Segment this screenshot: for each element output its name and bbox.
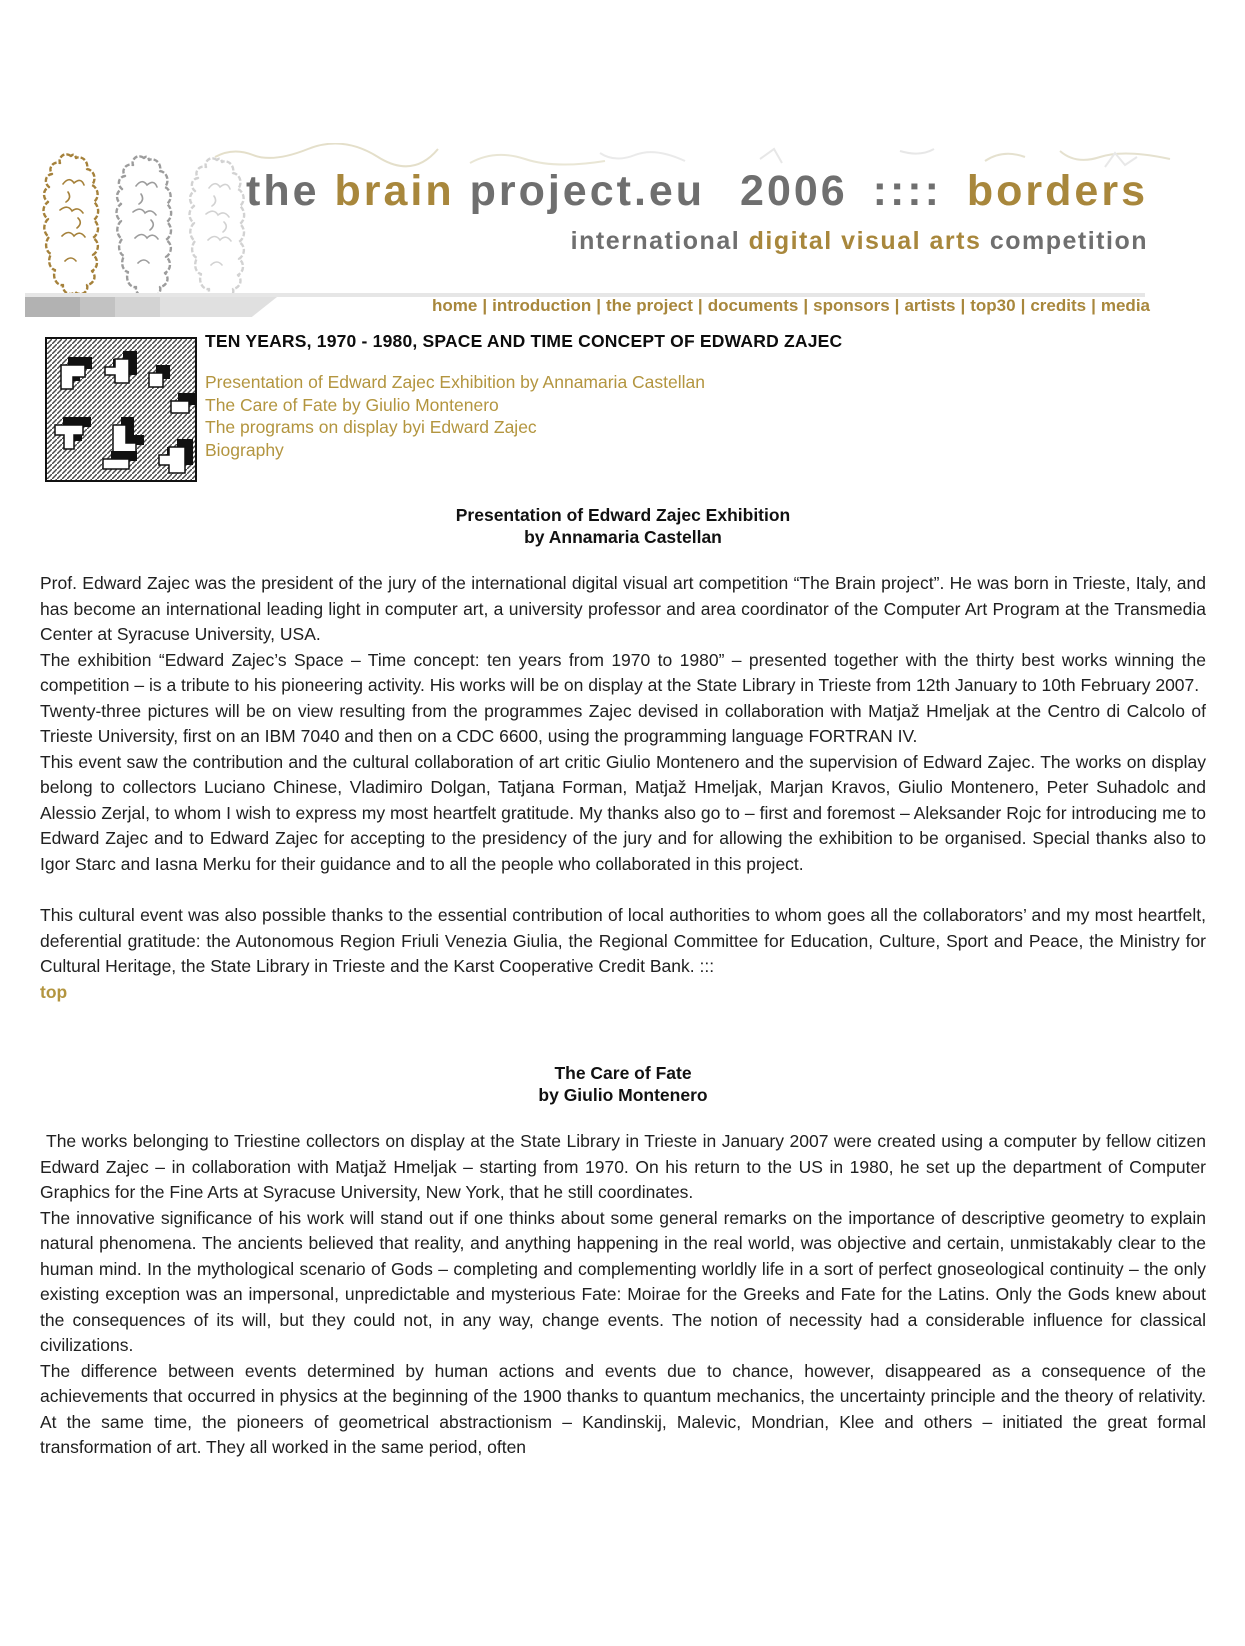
section-heading-line2: by Annamaria Castellan xyxy=(524,526,722,547)
main-nav xyxy=(432,296,1150,316)
toc-link-care-of-fate[interactable]: The Care of Fate by Giulio Montenero xyxy=(205,394,499,415)
nav-separator: | xyxy=(596,296,602,315)
nav-item-home[interactable]: home xyxy=(431,296,478,315)
toc-link-biography[interactable]: Biography xyxy=(205,439,284,460)
section-heading-line1: The Care of Fate xyxy=(554,1063,692,1083)
nav-separator: | xyxy=(482,296,488,315)
site-title-borders: borders xyxy=(966,167,1148,215)
nav-separator: | xyxy=(1091,296,1096,315)
nav-item-documents[interactable]: documents xyxy=(707,296,799,315)
nav-item-credits[interactable]: credits xyxy=(1030,296,1087,315)
site-brand xyxy=(246,168,1148,256)
site-title xyxy=(246,168,1148,215)
nav-separator: | xyxy=(803,296,809,315)
paragraph: This event saw the contribution and the cultural collaboration of art critic Giulio Montenero and the supervision of Edward Zajec. The works on display belong to collectors Luciano Chinese, Vladimiro Dolgan, Tatjana Forman, Matjaž Hmeljak, Marjan Kravos, Giulio Montenero, Peter Suhadolc and Alessio Zerjal, to whom I wish to express my most heartfelt gratitude. My thanks also go to – first and foremost – Aleksander Rojc for introducing me to Edward Zajec and to Edward Zajec for accepting to the presidency of the jury and for allowing the exhibition to be organised. Special thanks also to Igor Starc and Iasna Merku for their guidance and to all the people who collaborated in this project. xyxy=(40,751,1206,874)
brain-sketch-logo xyxy=(38,148,256,304)
site-title-project: project.eu xyxy=(469,167,706,215)
toc-link-presentation[interactable]: Presentation of Edward Zajec Exhibition by Annamaria Castellan xyxy=(205,372,705,392)
nav-separator: | xyxy=(960,296,966,315)
subtitle-digital-visual-arts: digital visual arts xyxy=(748,227,982,256)
site-title-year: 2006 xyxy=(740,167,848,215)
section-heading-line2: by Giulio Montenero xyxy=(538,1084,708,1105)
section-heading-line1: Presentation of Edward Zajec Exhibition xyxy=(455,505,791,525)
zajec-artwork-thumbnail[interactable] xyxy=(45,337,197,482)
maze-art-image xyxy=(47,339,195,480)
site-title-colons: :::: xyxy=(872,167,942,215)
nav-separator: | xyxy=(697,296,703,315)
paragraph: The innovative significance of his work will stand out if one thinks about some general remarks on the importance of descriptive geometry to explain natural phenomena. The ancients believed that reality, and anything happening in the real world, was objective and certain, unmistakably clear to the human mind. In the mythological scenario of Gods – completing and complementing worldly life in a sort of perfect gnoseological continuity – the only existing exception was an impersonal, unpredictable and mysterious Fate: Moirae for the Greeks and Fate for the Latins. Only the Gods knew about the consequences of its will, but they could not, in any way, change events. The notion of necessity had a considerable influence for classical civilizations. xyxy=(40,1207,1206,1355)
nav-item-the-project[interactable]: the project xyxy=(606,296,693,315)
table-of-contents xyxy=(205,371,705,461)
nav-item-introduction[interactable]: introduction xyxy=(492,296,592,315)
paragraph: Prof. Edward Zajec was the president of the jury of the international digital visual art competition “The Brain project”. He was born in Trieste, Italy, and has become an international leading light in computer art, a university professor and area coordinator of the Computer Art Program at the Transmedia Center at Syracuse University, USA. xyxy=(40,573,1206,644)
paragraph-closing: This cultural event was also possible thanks to the essential contribution of local authorities to whom goes all the collaborators’ and my most heartfelt, deferential gratitude: the Autonomous Region Friuli Venezia Giulia, the Regional Committee for Education, Culture, Sport and Peace, the Ministry for Cultural Heritage, the State Library in Trieste and the Karst Cooperative Credit Bank. ::: xyxy=(40,905,1206,976)
page-title: TEN YEARS, 1970 - 1980, SPACE AND TIME CONCEPT OF EDWARD ZAJEC xyxy=(205,331,843,351)
subtitle-competition: competition xyxy=(989,227,1148,256)
subtitle-international: international xyxy=(570,227,741,256)
paragraph: Twenty-three pictures will be on view resulting from the programmes Zajec devised in collaboration with Matjaž Hmeljak at the Centro di Calcolo of Trieste University, first on an IBM 7040 and then on a CDC 6600, using the programming language FORTRAN IV. xyxy=(40,700,1206,746)
section-heading-care-of-fate xyxy=(40,1063,1206,1106)
site-title-brain: brain xyxy=(334,167,455,215)
paragraph: The exhibition “Edward Zajec’s Space – Time concept: ten years from 1970 to 1980” – presented together with the thirty best works winning the competition – is a tribute to his pioneering activity. His works will be on display at the State Library in Trieste from 12th January to 10th February 2007. xyxy=(40,649,1206,695)
nav-item-artists[interactable]: artists xyxy=(904,296,956,315)
paragraph: The works belonging to Triestine collectors on display at the State Library in Trieste in January 2007 were created using a computer by fellow citizen Edward Zajec – in collaboration with Matjaž Hmeljak – starting from 1970. On his return to the US in 1980, he set up the department of Computer Graphics for the Fine Arts at Syracuse University, New York, that he still coordinates. xyxy=(40,1131,1206,1202)
paragraph: The difference between events determined by human actions and events due to chance, however, disappeared as a consequence of the achievements that occurred in physics at the beginning of the 1900 thanks to quantum mechanics, the uncertainty principle and the theory of relativity. At the same time, the pioneers of geometrical abstractionism – Kandinskij, Malevic, Mondrian, Klee and others – initiated the great formal transformation of art. They all worked in the same period, often xyxy=(40,1360,1206,1457)
nav-item-media[interactable]: media xyxy=(1100,296,1150,315)
nav-separator: | xyxy=(1020,296,1026,315)
article-body xyxy=(40,505,1206,1461)
top-link[interactable]: top xyxy=(40,981,68,1002)
site-title-the: the xyxy=(246,167,320,215)
nav-separator: | xyxy=(894,296,900,315)
site-subtitle xyxy=(246,227,1148,256)
toc-link-programs[interactable]: The programs on display byi Edward Zajec xyxy=(205,417,537,437)
gray-accent-bar xyxy=(25,297,277,317)
nav-item-top30[interactable]: top30 xyxy=(970,296,1016,315)
section-heading-presentation xyxy=(40,505,1206,548)
nav-item-sponsors[interactable]: sponsors xyxy=(813,296,890,315)
